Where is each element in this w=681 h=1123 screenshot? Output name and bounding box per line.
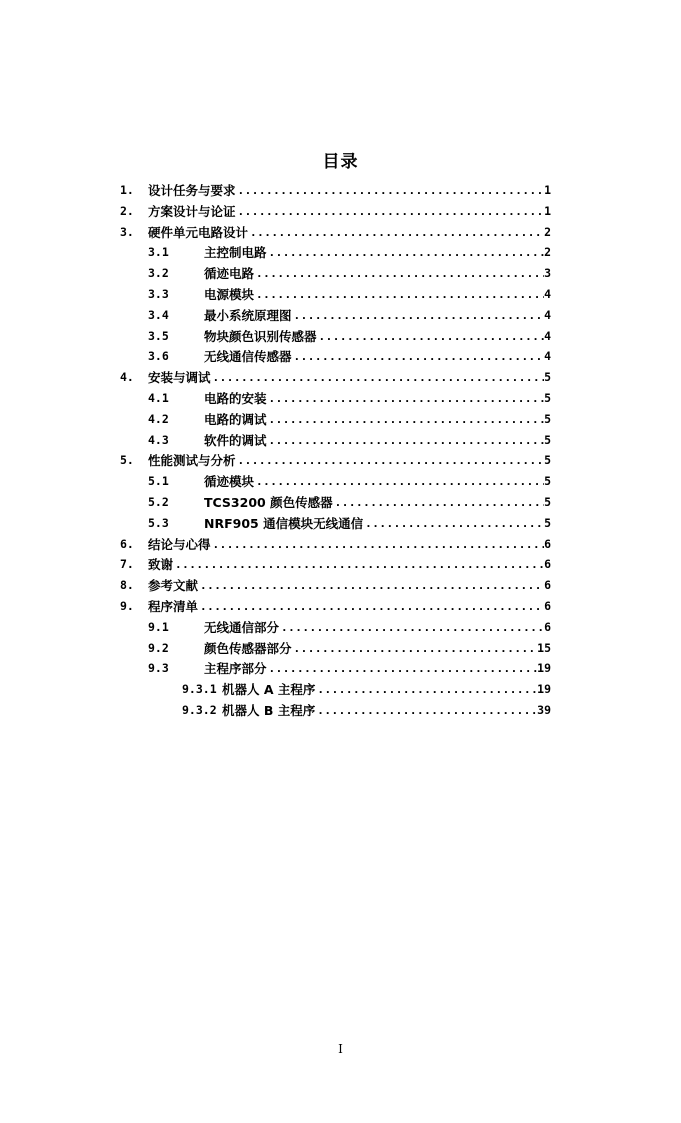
toc-entry-number: 9. [120, 599, 134, 613]
toc-entry-page: 15 [537, 640, 551, 655]
toc-entry-number: 4. [120, 370, 134, 385]
toc-entry[interactable] [148, 388, 551, 409]
toc-entry-label: NRF905 通信模块无线通信 [204, 515, 364, 531]
toc-entry-label: 方案设计与论证 [148, 203, 236, 219]
toc-entry-page: 5 [544, 495, 551, 509]
toc-entry[interactable] [120, 596, 551, 617]
toc-dot-leader [236, 201, 545, 222]
toc-entry-label: 无线通信部分 [204, 619, 280, 635]
toc-entry-label: 致谢 [148, 557, 174, 573]
toc-dot-leader [173, 554, 544, 575]
toc-dot-leader [211, 367, 545, 388]
toc-entry[interactable] [120, 222, 551, 243]
toc-entry[interactable] [182, 679, 551, 700]
toc-entry-number: 3.5 [148, 328, 169, 343]
toc-entry-number: 4.2 [148, 411, 169, 426]
toc-dot-leader [267, 388, 545, 409]
toc-entry-page: 2 [544, 224, 551, 239]
toc-dot-leader [254, 263, 544, 284]
toc-dot-leader [267, 242, 545, 263]
toc-entry-label: 机器人 A 主程序 [222, 682, 316, 698]
toc-entry-label: 电路的安装 [204, 391, 267, 406]
toc-entry-number: 3. [120, 224, 134, 239]
toc-entry-page: 5 [544, 453, 551, 468]
toc-entry-page: 5 [544, 432, 551, 447]
toc-entry-page: 39 [537, 703, 551, 717]
toc-dot-leader [279, 617, 544, 638]
toc-dot-leader [236, 450, 545, 471]
toc-dot-leader [198, 575, 544, 596]
toc-dot-leader [254, 471, 544, 492]
toc-entry-label: 电源模块 [204, 287, 255, 302]
toc-entry[interactable] [120, 201, 551, 222]
toc-dot-leader [317, 326, 545, 347]
toc-entry-number: 7. [120, 557, 134, 572]
toc-entry-number: 9.2 [148, 640, 169, 655]
toc-dot-leader [211, 534, 545, 555]
toc-entry-number: 3.6 [148, 349, 169, 364]
toc-entry-label: 设计任务与要求 [148, 183, 236, 198]
toc-entry-label: 软件的调试 [204, 432, 267, 448]
toc-entry-page: 5 [544, 474, 551, 489]
toc-dot-leader [333, 492, 544, 513]
toc-entry[interactable] [120, 575, 551, 596]
toc-entry-number: 4.1 [148, 391, 169, 405]
toc-entry[interactable] [120, 367, 551, 388]
toc-entry[interactable] [182, 700, 551, 721]
toc-dot-leader [254, 284, 544, 305]
toc-entry-number: 5.3 [148, 515, 169, 530]
toc-dot-leader [363, 513, 544, 534]
toc-entry-page: 4 [544, 287, 551, 301]
toc-dot-leader [292, 638, 538, 659]
toc-entry-page: 5 [544, 515, 551, 530]
toc-entry-label: 循迹模块 [204, 474, 255, 490]
toc-entry-label: 无线通信传感器 [204, 349, 292, 365]
toc-entry-number: 4.3 [148, 432, 169, 447]
toc-entry-number: 8. [120, 578, 134, 593]
toc-entry-page: 1 [544, 183, 551, 197]
toc-entry-page: 4 [544, 349, 551, 364]
toc-entry-label: 颜色传感器部分 [204, 640, 292, 656]
toc-entry-number: 9.3 [148, 661, 169, 676]
toc-entry-label: 机器人 B 主程序 [222, 703, 316, 718]
toc-dot-leader [292, 346, 545, 367]
toc-entry-label: 参考文献 [148, 578, 199, 594]
toc-entry-number: 9.1 [148, 619, 169, 634]
toc-entry[interactable] [120, 534, 551, 555]
toc-entry-label: 循迹电路 [204, 266, 255, 282]
toc-entry-page: 5 [544, 411, 551, 426]
toc-entry-label: 电路的调试 [204, 411, 267, 427]
toc-entry-page: 5 [544, 370, 551, 385]
toc-entry[interactable] [148, 284, 551, 305]
toc-entry-number: 5.1 [148, 474, 169, 489]
toc-entry[interactable] [148, 658, 551, 679]
toc-dot-leader [292, 305, 545, 326]
toc-entry[interactable] [148, 638, 551, 659]
toc-entry-label: 硬件单元电路设计 [148, 224, 249, 240]
toc-entry-label: 主控制电路 [204, 245, 267, 261]
toc-dot-leader [267, 658, 538, 679]
footer-page-number: I [338, 1042, 343, 1056]
toc-entry-label: 物块颜色识别传感器 [204, 328, 317, 344]
toc-entry-page: 3 [544, 266, 551, 281]
toc-entry-page: 5 [544, 391, 551, 405]
toc-entry[interactable] [120, 554, 551, 575]
toc-entry[interactable] [148, 513, 551, 534]
toc-entry-number: 3.2 [148, 266, 169, 281]
toc-entry-page: 6 [544, 557, 551, 572]
toc-entry-number: 2. [120, 203, 134, 218]
toc-entry-number: 9.3.1 [182, 682, 217, 697]
toc-dot-leader [315, 700, 537, 721]
toc-entry-number: 3.1 [148, 245, 169, 260]
toc-entry-number: 3.3 [148, 287, 169, 301]
toc-entry-number: 5.2 [148, 495, 169, 509]
toc-entry-number: 5. [120, 453, 134, 468]
toc-entry[interactable] [148, 263, 551, 284]
toc-entry-page: 19 [537, 682, 551, 697]
toc-entry[interactable] [148, 492, 551, 513]
toc-dot-leader [315, 679, 537, 700]
toc-entry-label: 性能测试与分析 [148, 453, 236, 469]
toc-entry-label: TCS3200 颜色传感器 [204, 495, 333, 510]
toc-entry-label: 主程序部分 [204, 661, 267, 677]
toc-entry-page: 6 [544, 619, 551, 634]
toc-dot-leader [248, 222, 544, 243]
toc-entry-label: 结论与心得 [148, 536, 211, 552]
toc-entry-number: 6. [120, 536, 134, 551]
toc-entry-page: 6 [544, 578, 551, 593]
toc-entry[interactable] [148, 617, 551, 638]
toc-entry[interactable] [148, 471, 551, 492]
toc-entry-label: 安装与调试 [148, 370, 211, 386]
toc-entry-page: 6 [544, 599, 551, 613]
toc-entry-page: 4 [544, 307, 551, 322]
toc-entry-page: 19 [537, 661, 551, 676]
toc-dot-leader [198, 596, 544, 617]
toc-entry[interactable] [148, 430, 551, 451]
toc-entry-page: 2 [544, 245, 551, 260]
toc-entry-number: 9.3.2 [182, 703, 217, 717]
toc-entry-number: 1. [120, 183, 134, 197]
toc-entry-page: 1 [544, 203, 551, 218]
toc-entry[interactable] [148, 305, 551, 326]
toc-dot-leader [236, 180, 545, 201]
toc-title: 目录 [322, 152, 359, 172]
toc-entry-label: 最小系统原理图 [204, 307, 292, 323]
toc-dot-leader [267, 409, 545, 430]
toc-dot-leader [267, 430, 545, 451]
toc-entry-label: 程序清单 [148, 599, 199, 614]
toc-entry[interactable] [148, 242, 551, 263]
toc-entry[interactable] [148, 326, 551, 347]
toc-entry-number: 3.4 [148, 307, 169, 322]
toc-entry[interactable] [120, 450, 551, 471]
toc-entry[interactable] [120, 180, 551, 201]
toc-entry[interactable] [148, 409, 551, 430]
toc-entry[interactable] [148, 346, 551, 367]
toc-entry-page: 6 [544, 536, 551, 551]
toc-entry-page: 4 [544, 328, 551, 343]
